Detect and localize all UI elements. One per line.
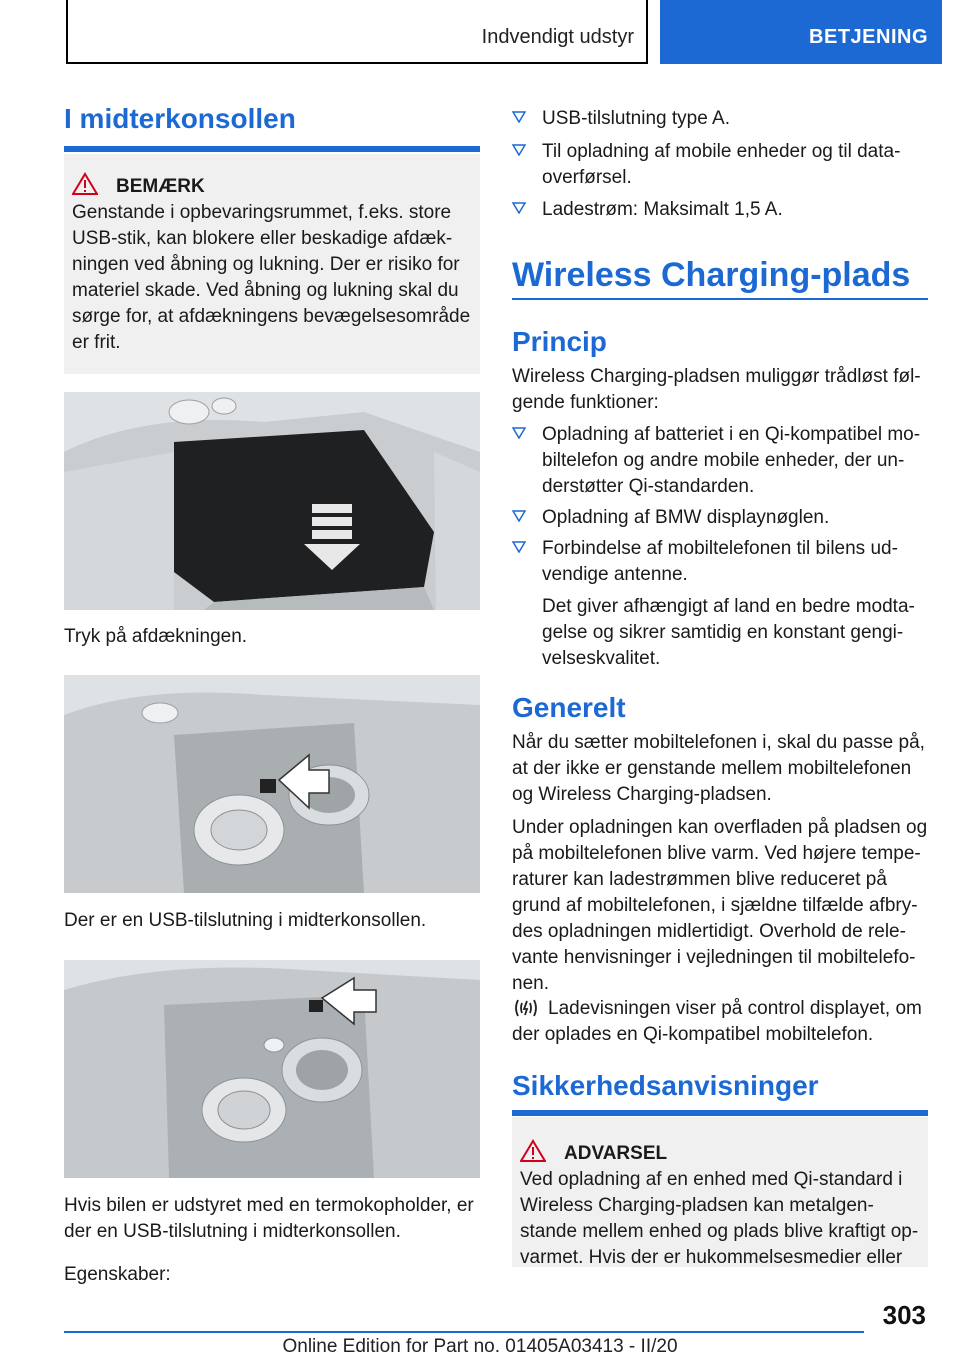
triangle-bullet-icon	[512, 427, 526, 439]
caption-photo3-line2: der en USB-tilslutning i midterkonsollen.	[64, 1221, 401, 1242]
generelt-p2-line: vante henvisninger i vejledningen til mobiltelefo-	[512, 947, 916, 968]
generelt-p2-line: Under opladningen kan overfladen på pladsen og	[512, 817, 928, 838]
photo-usb-console	[64, 675, 480, 893]
caption-photo1: Tryk på afdækningen.	[64, 626, 248, 647]
warning-line: Wireless Charging-pladsen kan metalgen-	[520, 1195, 874, 1216]
console-usb-illustration	[64, 675, 480, 893]
section-heading-midterkonsollen: I midterkonsollen	[64, 103, 296, 134]
caption-photo3-line1: Hvis bilen er udstyret med en termokopholder, er	[64, 1195, 474, 1216]
triangle-bullet-icon	[512, 202, 526, 214]
note-title: BEMÆRK	[116, 174, 472, 200]
wireless-charging-icon	[512, 996, 540, 1020]
generelt-p2-line: raturer kan ladestrømmen blive reduceret på	[512, 869, 887, 890]
generelt-p2-line: des opladningen midlertidigt. Overhold de rele-	[512, 921, 906, 942]
princip-extra-line: Det giver afhængigt af land en bedre modta-	[542, 596, 915, 617]
footer-divider	[64, 1331, 864, 1333]
warning-title: ADVARSEL	[564, 1141, 920, 1167]
section-heading-wireless-charging: Wireless Charging-plads	[512, 256, 911, 294]
generelt-p2-line: grund af mobiltelefonen, i sjældne tilfælde afbry-	[512, 895, 918, 916]
warning-icon	[520, 1139, 546, 1163]
princip-intro-line: gende funktioner:	[512, 392, 659, 413]
header-section-title: Indvendigt udstyr	[481, 26, 634, 48]
generelt-p3-line2: der oplades en Qi-kompatibel mobiltelefon.	[512, 1024, 874, 1045]
triangle-bullet-icon	[512, 111, 526, 123]
photo-usb-cupholder	[64, 960, 480, 1178]
princip-extra-line: velseskvalitet.	[542, 648, 661, 669]
heading-underline	[64, 146, 480, 152]
warning-line: Ved opladning af en enhed med Qi-standard i	[520, 1169, 903, 1190]
header-chapter-box	[660, 0, 942, 64]
cupholder-usb-illustration	[64, 960, 480, 1178]
egenskaber-label: Egenskaber:	[64, 1264, 171, 1285]
generelt-p2-line: nen.	[512, 973, 549, 994]
photo-cover-closed	[64, 392, 480, 610]
subheading-generelt: Generelt	[512, 692, 626, 723]
warning-line: varmet. Hvis der er hukommelsesmedier eller	[520, 1247, 903, 1268]
princip-extra-line: gelse og sikrer samtidig en konstant gengi-	[542, 622, 904, 643]
subheading-sikkerhed: Sikkerhedsanvisninger	[512, 1070, 819, 1101]
console-illustration	[64, 392, 480, 610]
note-box	[64, 154, 480, 374]
warning-line: stande mellem enhed og plads blive kraftigt op-	[520, 1221, 919, 1242]
generelt-p2-line: på mobiltelefonen blive varm. Ved højere tempe-	[512, 843, 921, 864]
note-line: Genstande i opbevaringsrummet, f.eks. store	[72, 202, 452, 223]
triangle-bullet-icon	[512, 541, 526, 553]
heading-underline	[512, 1110, 928, 1116]
generelt-p3-line1: Ladevisningen viser på control displayet, om	[548, 998, 922, 1019]
header-section-box	[66, 0, 648, 64]
caption-photo2: Der er en USB-tilslutning i midterkonsollen.	[64, 910, 427, 931]
note-line: USB-stik, kan blokere eller beskadige afdæk-	[72, 228, 453, 249]
generelt-p1-line: at der ikke er genstande mellem mobiltelefonen	[512, 758, 912, 779]
generelt-p1-line: Når du sætter mobiltelefonen i, skal du passe på,	[512, 732, 925, 753]
subheading-princip: Princip	[512, 326, 607, 357]
page-number: 303	[882, 1300, 926, 1330]
header-chapter-title: BETJENING	[809, 26, 928, 48]
warning-box	[512, 1117, 928, 1267]
footer-edition: Online Edition for Part no. 01405A03413 - II/20	[282, 1336, 678, 1357]
triangle-bullet-icon	[512, 144, 526, 156]
princip-intro-line: Wireless Charging-pladsen muliggør trådløst føl-	[512, 366, 921, 387]
note-line: materiel skade. Ved åbning og lukning skal du	[72, 280, 459, 301]
heading-underline	[512, 298, 928, 300]
note-line: ningen ved åbning og lukning. Der er risiko for	[72, 254, 460, 275]
triangle-bullet-icon	[512, 510, 526, 522]
note-line: er frit.	[72, 332, 121, 353]
warning-icon	[72, 172, 98, 196]
note-line: sørge for, at afdækningens bevægelsesområde	[72, 306, 471, 327]
generelt-p1-line: og Wireless Charging-pladsen.	[512, 784, 772, 805]
